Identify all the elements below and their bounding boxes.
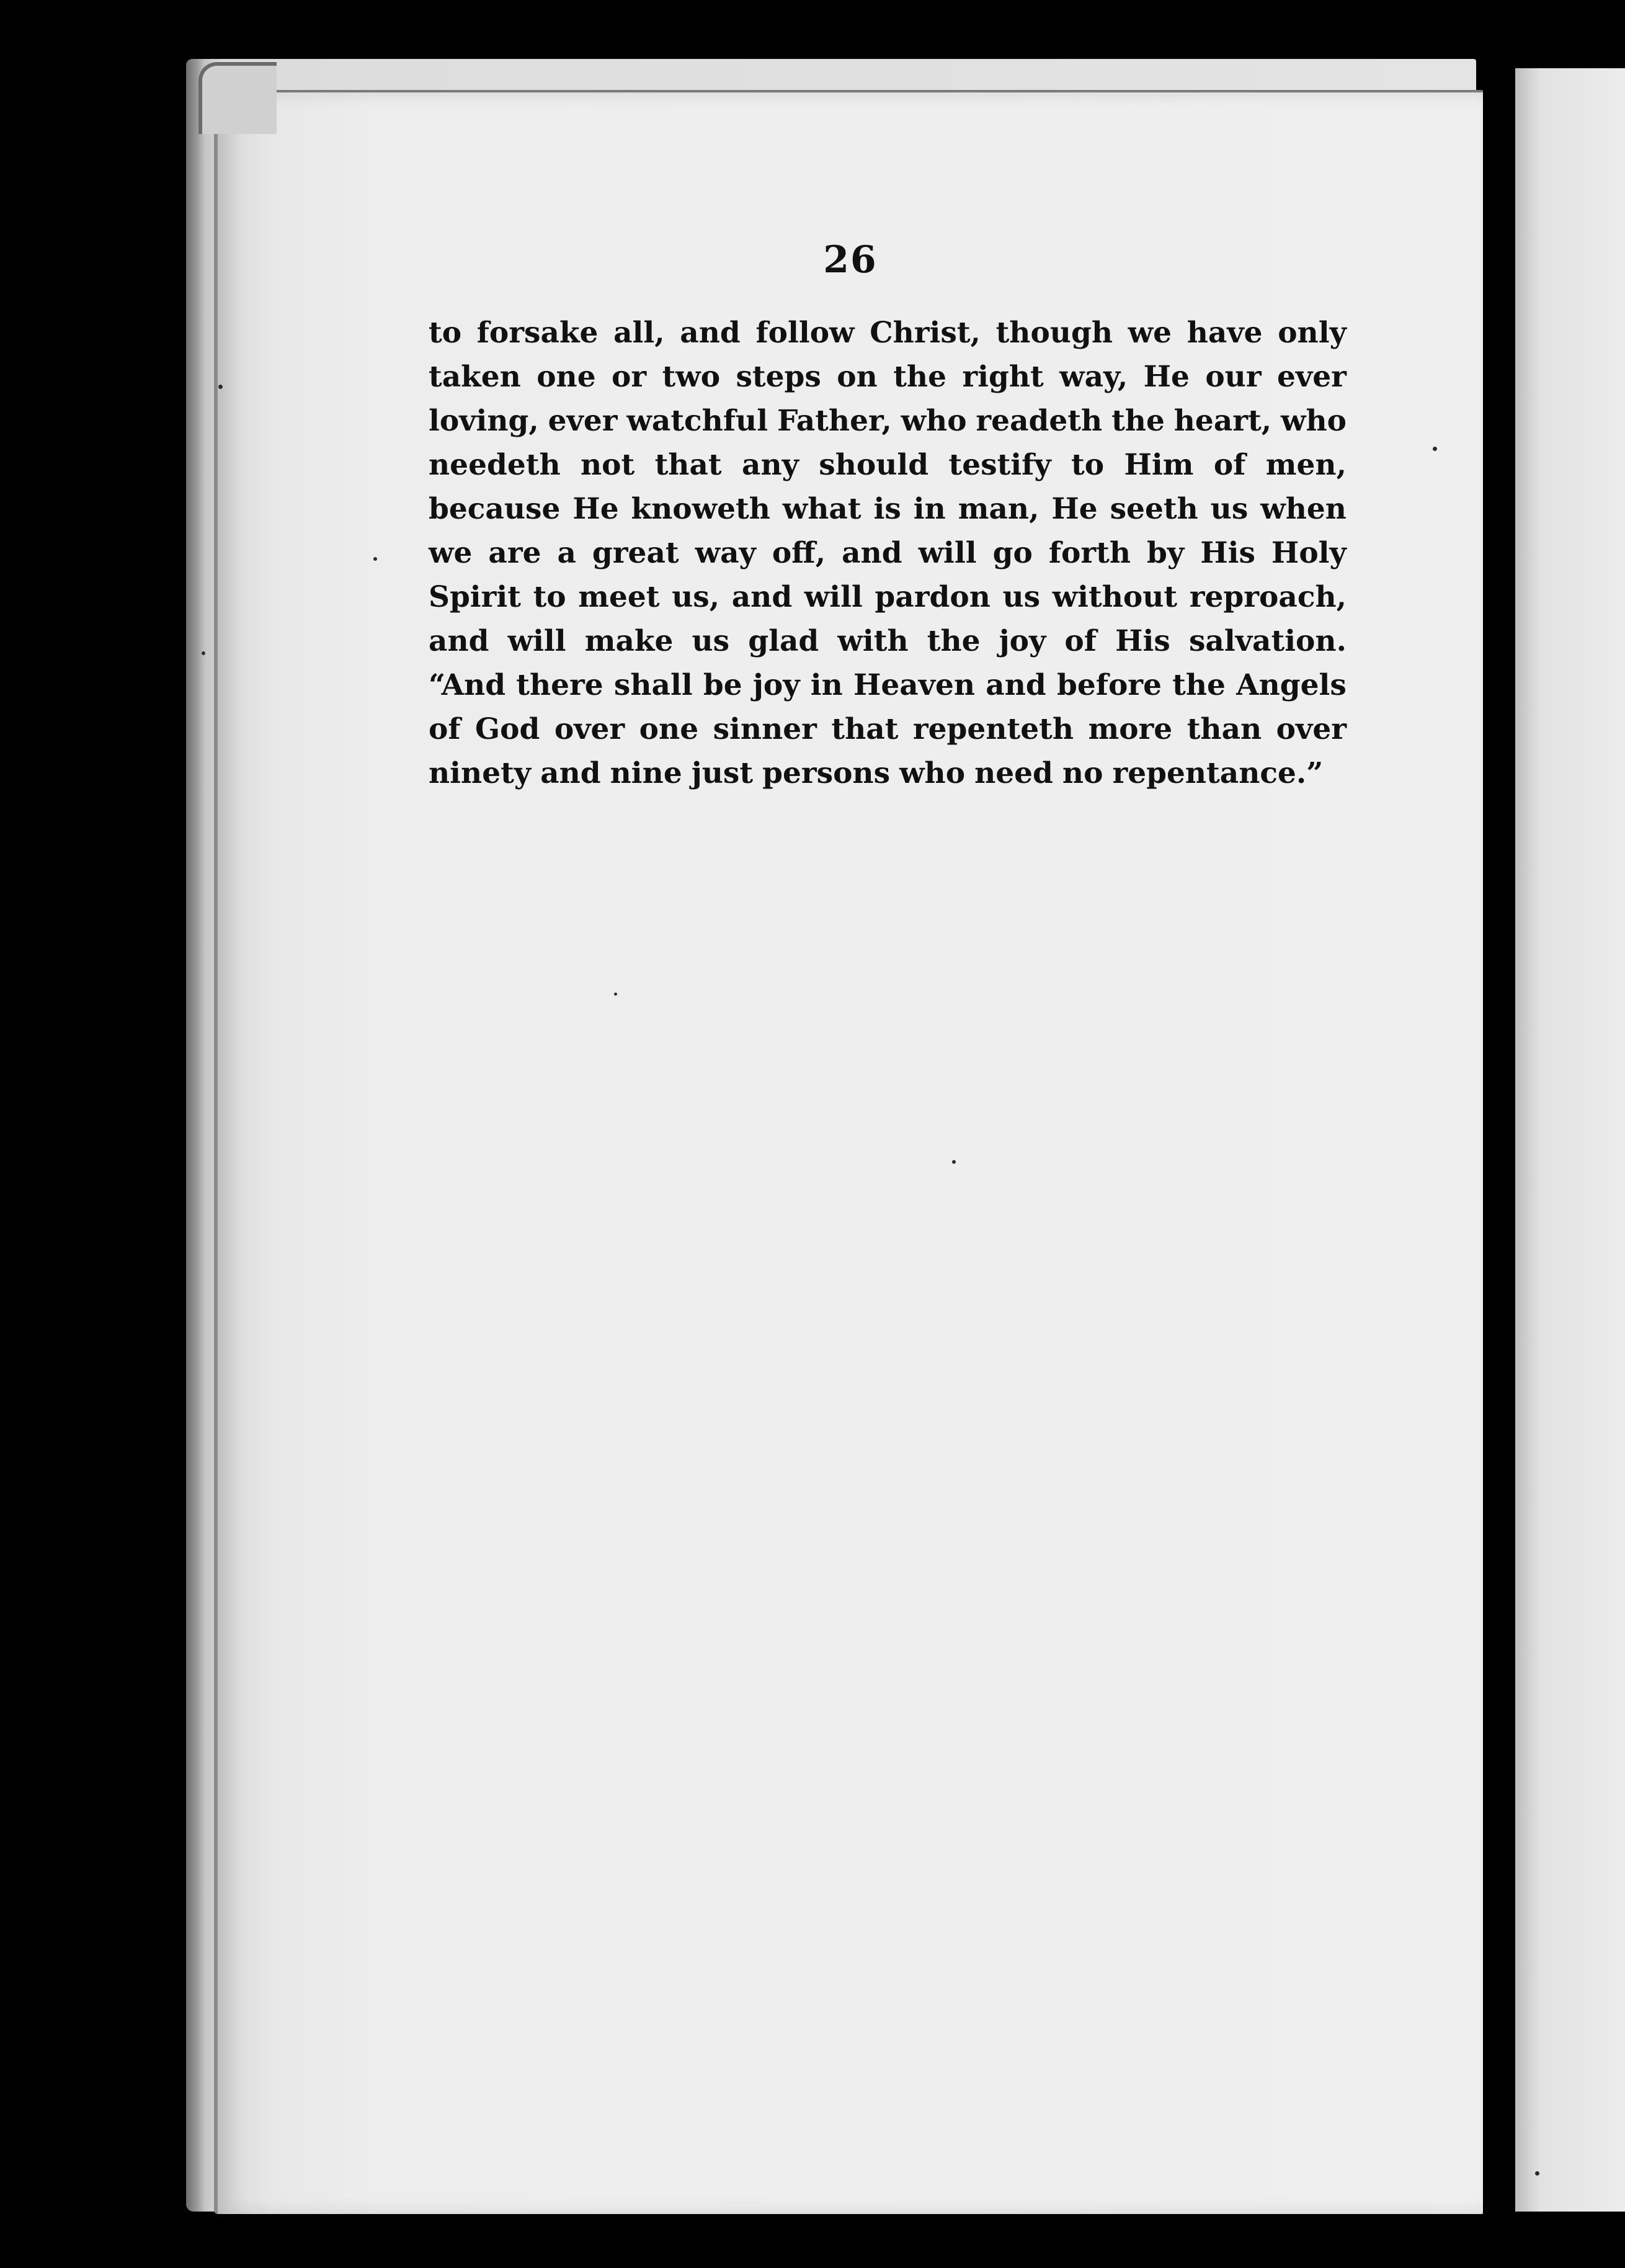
word: before — [1056, 668, 1162, 702]
word: glad — [748, 624, 819, 658]
word: needeth — [429, 448, 561, 482]
word: more — [1088, 712, 1173, 746]
word: off, — [772, 536, 826, 570]
word: He — [1051, 492, 1098, 526]
word: great — [592, 536, 679, 570]
word: by — [1147, 536, 1185, 570]
word: one — [639, 712, 699, 746]
word: taken — [429, 360, 521, 394]
page-number: 26 — [823, 238, 878, 282]
word: us, — [672, 580, 720, 614]
word: of — [429, 712, 461, 746]
word: follow — [755, 316, 855, 350]
scan-speck — [218, 385, 223, 389]
word: go — [992, 536, 1033, 570]
scan-speck — [202, 651, 205, 655]
word: persons — [762, 756, 891, 790]
word: He — [572, 492, 619, 526]
word: is — [873, 492, 901, 526]
word: Holy — [1271, 536, 1347, 570]
word: ever — [1277, 360, 1347, 394]
word: any — [741, 448, 799, 482]
word: meet — [578, 580, 660, 614]
word: a — [557, 536, 576, 570]
text-line — [429, 575, 1347, 619]
word: Spirit — [429, 580, 521, 614]
word: salvation. — [1188, 624, 1347, 658]
word: nine — [610, 756, 682, 790]
word: to — [533, 580, 566, 614]
word: who — [899, 756, 966, 790]
word: the — [1172, 668, 1226, 702]
word: no — [1062, 756, 1103, 790]
text-line — [429, 531, 1347, 575]
word: forth — [1048, 536, 1131, 570]
word: and — [986, 668, 1046, 702]
book-gutter — [1479, 59, 1515, 2212]
word: loving, — [429, 404, 539, 438]
word: testify — [948, 448, 1051, 482]
word: watchful — [626, 404, 768, 438]
word: with — [837, 624, 909, 658]
word: way, — [1059, 360, 1128, 394]
scan-speck — [1433, 447, 1437, 451]
word: our — [1205, 360, 1262, 394]
word: right — [962, 360, 1044, 394]
word: make — [584, 624, 674, 658]
scan-speck — [952, 1160, 956, 1164]
word: seeth — [1110, 492, 1198, 526]
word: be — [703, 668, 742, 702]
word: just — [691, 756, 754, 790]
word: all, — [613, 316, 665, 350]
word: ninety — [429, 756, 532, 790]
text-line — [429, 751, 1347, 795]
word: “And — [429, 668, 506, 702]
word: two — [662, 360, 721, 394]
word: because — [429, 492, 561, 526]
word: heart, — [1173, 404, 1272, 438]
word: and — [842, 536, 902, 570]
text-line — [429, 707, 1347, 751]
word: to — [1071, 448, 1105, 482]
word: or — [612, 360, 647, 394]
word: Father, — [777, 404, 892, 438]
word: will — [918, 536, 977, 570]
word: we — [1128, 316, 1172, 350]
word: ever — [548, 404, 618, 438]
word: the — [1111, 404, 1165, 438]
word: will — [804, 580, 863, 614]
word: repenteth — [912, 712, 1074, 746]
word: should — [819, 448, 929, 482]
word: His — [1115, 624, 1170, 658]
text-line — [429, 355, 1347, 399]
word: us — [1002, 580, 1041, 614]
word: Heaven — [853, 668, 976, 702]
book-page — [214, 90, 1483, 2214]
word: us — [692, 624, 730, 658]
word: repentance.” — [1112, 756, 1324, 790]
word: joy — [752, 668, 800, 702]
word: the — [927, 624, 981, 658]
word: in — [913, 492, 946, 526]
word: though — [995, 316, 1113, 350]
word: over — [1276, 712, 1347, 746]
scan-speck — [1535, 2171, 1539, 2176]
word: have — [1186, 316, 1263, 350]
word: there — [516, 668, 603, 702]
word: are — [488, 536, 541, 570]
word: and — [429, 624, 489, 658]
word: when — [1260, 492, 1347, 526]
text-line — [429, 663, 1347, 707]
word: us — [1210, 492, 1249, 526]
text-line — [429, 619, 1347, 663]
word: that — [831, 712, 899, 746]
word: on — [837, 360, 878, 394]
facing-page-edge — [1515, 68, 1625, 2212]
word: need — [974, 756, 1053, 790]
scan-speck — [614, 993, 617, 996]
word: pardon — [875, 580, 991, 614]
word: and — [731, 580, 793, 614]
word: we — [429, 536, 473, 570]
word: and — [680, 316, 741, 350]
word: Him — [1124, 448, 1194, 482]
text-line — [429, 443, 1347, 487]
body-text — [429, 311, 1347, 795]
folded-page-corner — [198, 62, 277, 134]
word: readeth — [976, 404, 1103, 438]
word: who — [1281, 404, 1347, 438]
word: only — [1278, 316, 1347, 350]
word: in — [810, 668, 843, 702]
word: of — [1213, 448, 1246, 482]
word: what — [782, 492, 861, 526]
word: Christ, — [870, 316, 981, 350]
text-line — [429, 311, 1347, 355]
scan-speck — [373, 557, 377, 561]
word: and — [540, 756, 601, 790]
word: to — [429, 316, 462, 350]
word: without — [1052, 580, 1178, 614]
word: sinner — [713, 712, 817, 746]
word: not — [580, 448, 635, 482]
word: way — [695, 536, 756, 570]
word: men, — [1265, 448, 1347, 482]
word: over — [554, 712, 625, 746]
text-line — [429, 399, 1347, 443]
word: God — [475, 712, 540, 746]
word: one — [536, 360, 596, 394]
text-line — [429, 487, 1347, 531]
word: shall — [613, 668, 693, 702]
word: that — [654, 448, 722, 482]
word: He — [1143, 360, 1190, 394]
word: steps — [736, 360, 821, 394]
word: than — [1186, 712, 1262, 746]
word: will — [507, 624, 566, 658]
word: the — [893, 360, 946, 394]
word: forsake — [476, 316, 599, 350]
word: man, — [958, 492, 1040, 526]
word: Angels — [1236, 668, 1347, 702]
word: joy — [999, 624, 1046, 658]
word: His — [1200, 536, 1255, 570]
word: knoweth — [631, 492, 770, 526]
word: of — [1064, 624, 1097, 658]
word: reproach, — [1189, 580, 1347, 614]
word: who — [901, 404, 967, 438]
